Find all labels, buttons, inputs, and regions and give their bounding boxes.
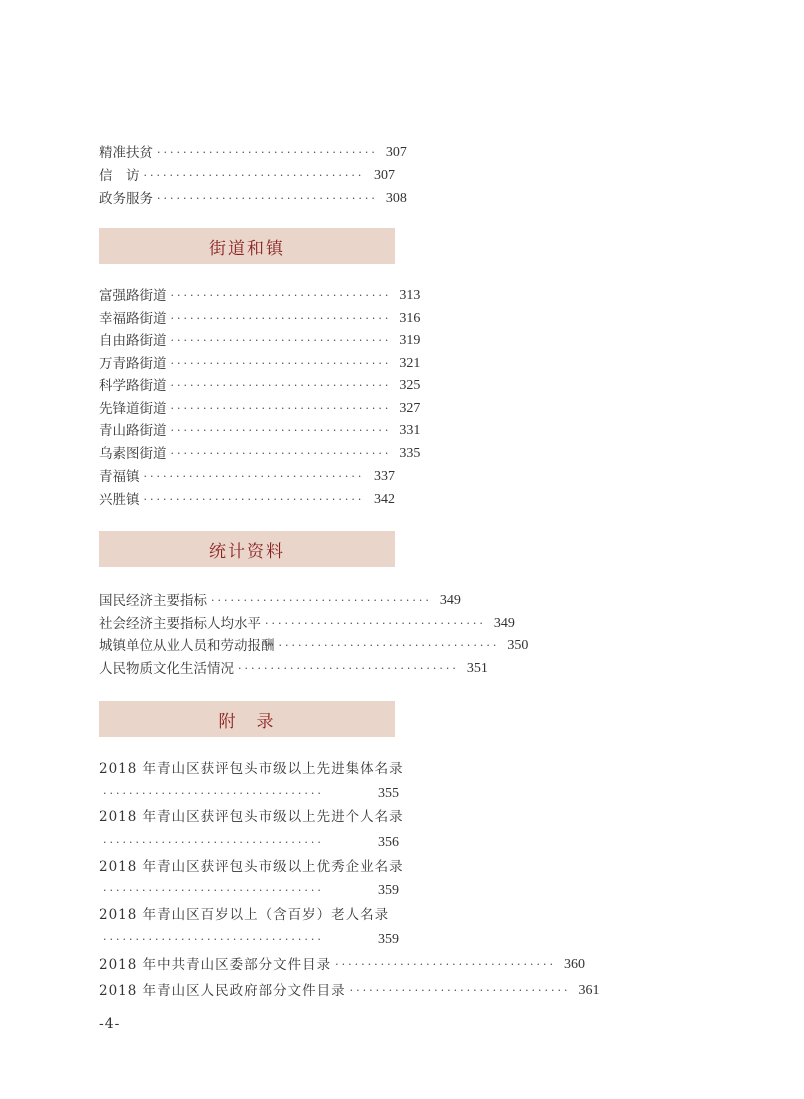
leader-dots: ·································· — [278, 639, 500, 652]
toc-entry-continuation — [99, 929, 399, 951]
toc-entry — [99, 443, 421, 465]
toc-entry-page: 349 — [493, 616, 515, 631]
toc-entry — [99, 375, 421, 397]
toc-entry — [99, 466, 395, 488]
leader-dots: ·································· — [170, 289, 392, 302]
leader-dots: ·································· — [170, 402, 392, 415]
toc-entry-page: 308 — [385, 191, 407, 206]
toc-entry — [99, 308, 421, 330]
toc-entry — [99, 420, 421, 442]
leader-dots: ·································· — [143, 493, 365, 506]
toc-entry-title: 政务服务 — [99, 191, 153, 207]
toc-entry-page: 349 — [439, 593, 461, 608]
toc-entry-title: 国民经济主要指标 — [99, 593, 207, 609]
leader-dots: ·································· — [103, 787, 324, 800]
toc-entry-page: 361 — [578, 983, 600, 998]
toc-entry-title: 2018 年青山区百岁以上（含百岁）老人名录 — [99, 907, 390, 923]
toc-entry-title: 青福镇 — [99, 469, 140, 485]
leader-dots: ·································· — [238, 662, 459, 675]
toc-entry — [99, 980, 600, 1002]
leader-dots: ·································· — [349, 984, 571, 997]
toc-entry-page: 319 — [399, 333, 421, 348]
leader-dots: ·································· — [170, 357, 392, 370]
toc-entry-page: 356 — [378, 835, 399, 850]
leader-dots: ·································· — [157, 146, 378, 159]
leader-dots: ·································· — [170, 447, 392, 460]
toc-entry-title: 富强路街道 — [99, 288, 167, 304]
toc-entry — [99, 613, 515, 635]
toc-entry — [99, 330, 421, 352]
toc-entry-page: 360 — [564, 957, 586, 972]
toc-entry-page: 313 — [399, 288, 421, 303]
toc-entry-page: 307 — [385, 145, 407, 160]
toc-entry-title: 青山路街道 — [99, 423, 167, 439]
toc-entry-page: 327 — [399, 401, 421, 416]
toc-entry-title-line — [99, 856, 404, 878]
toc-entry-page: 331 — [399, 423, 421, 438]
toc-entry-title: 2018 年青山区获评包头市级以上优秀企业名录 — [99, 859, 404, 875]
toc-entry-title: 兴胜镇 — [99, 492, 140, 508]
toc-entry-title: 乌素图街道 — [99, 446, 167, 462]
toc-entry — [99, 954, 586, 976]
toc-entry-title: 自由路街道 — [99, 333, 167, 349]
toc-entry-continuation — [99, 832, 399, 854]
toc-entry-title: 2018 年青山区人民政府部分文件目录 — [99, 983, 346, 999]
leader-dots: ·································· — [170, 334, 392, 347]
toc-entry-page: 337 — [374, 469, 395, 484]
toc-entry-title: 2018 年中共青山区委部分文件目录 — [99, 957, 332, 973]
toc-entry-page: 321 — [399, 356, 421, 371]
toc-entry-page: 351 — [466, 661, 488, 676]
toc-entry-title: 2018 年青山区获评包头市级以上先进个人名录 — [99, 809, 404, 825]
toc-entry-page: 355 — [378, 786, 399, 801]
section-heading: 街道和镇 — [99, 228, 395, 264]
toc-entry-title: 先锋道街道 — [99, 401, 167, 417]
leader-dots: ·································· — [211, 594, 432, 607]
leader-dots: ·································· — [335, 958, 557, 971]
toc-entry — [99, 285, 421, 307]
toc-entry-continuation — [99, 783, 399, 805]
section-heading: 附 录 — [99, 701, 395, 737]
toc-entry-title: 科学路街道 — [99, 378, 167, 394]
toc-entry-continuation — [99, 880, 399, 902]
toc-entry-page: 359 — [378, 883, 399, 898]
toc-entry — [99, 142, 407, 164]
toc-entry — [99, 398, 421, 420]
toc-entry-page: 359 — [378, 932, 399, 947]
toc-entry-page: 316 — [399, 311, 421, 326]
toc-entry-title-line — [99, 904, 395, 926]
leader-dots: ·································· — [265, 617, 486, 630]
toc-entry — [99, 489, 395, 511]
leader-dots: ·································· — [103, 836, 324, 849]
leader-dots: ·································· — [143, 169, 365, 182]
leader-dots: ·································· — [170, 379, 392, 392]
page-number: -4- — [99, 1016, 121, 1032]
toc-entry — [99, 188, 407, 210]
section-heading: 统计资料 — [99, 531, 395, 567]
toc-entry — [99, 353, 421, 375]
toc-entry-title: 人民物质文化生活情况 — [99, 661, 234, 677]
toc-entry-title: 精准扶贫 — [99, 145, 153, 161]
toc-entry-page: 307 — [374, 168, 395, 183]
leader-dots: ·································· — [143, 470, 365, 483]
toc-entry-page: 342 — [374, 492, 395, 507]
toc-entry-page: 325 — [399, 378, 421, 393]
toc-entry-page: 335 — [399, 446, 421, 461]
leader-dots: ·································· — [170, 312, 392, 325]
toc-entry-title: 社会经济主要指标人均水平 — [99, 616, 261, 632]
leader-dots: ·································· — [103, 884, 324, 897]
toc-entry-title: 幸福路街道 — [99, 311, 167, 327]
toc-entry-title: 万青路街道 — [99, 356, 167, 372]
toc-entry-title: 信 访 — [99, 168, 140, 184]
toc-entry — [99, 165, 395, 187]
toc-entry — [99, 590, 461, 612]
toc-entry-title-line — [99, 758, 404, 780]
toc-entry — [99, 635, 529, 657]
leader-dots: ·································· — [157, 192, 378, 205]
toc-entry-title-line — [99, 806, 404, 828]
leader-dots: ·································· — [103, 933, 324, 946]
leader-dots: ·································· — [170, 424, 392, 437]
toc-entry-title: 城镇单位从业人员和劳动报酬 — [99, 638, 275, 654]
toc-entry-title: 2018 年青山区获评包头市级以上先进集体名录 — [99, 761, 404, 777]
toc-entry-page: 350 — [507, 638, 529, 653]
toc-entry — [99, 658, 488, 680]
